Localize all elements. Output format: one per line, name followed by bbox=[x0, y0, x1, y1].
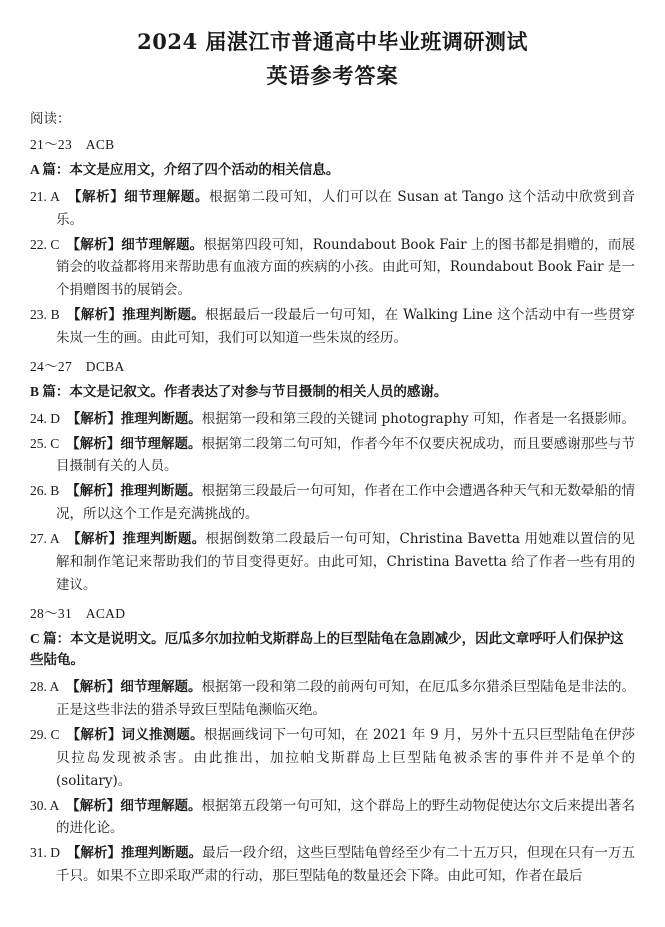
explanation-item bbox=[30, 842, 635, 888]
item-tag: 【解析】推理判断题。 bbox=[73, 845, 203, 862]
answer-key: 28～31 ACAD bbox=[30, 605, 126, 621]
explanation-item bbox=[30, 186, 635, 232]
item-tag: 【解析】细节理解题。 bbox=[72, 435, 202, 452]
answer-section-c bbox=[30, 602, 635, 888]
item-number: 30. A bbox=[30, 797, 60, 813]
explanation-item bbox=[30, 304, 635, 350]
item-tag: 【解析】细节理解题。 bbox=[72, 679, 202, 696]
item-body: 根据第二段第二句可知，作者今年不仅要庆祝成功，而且要感谢那些与节目摄制有关的人员。 bbox=[56, 435, 636, 475]
item-body: 根据第五段第一句可知，这个群岛上的野生动物促使达尔文后来提出著名的进化论。 bbox=[56, 797, 636, 837]
passage-summary-text: 本文是应用文，介绍了四个活动的相关信息。 bbox=[69, 162, 340, 178]
item-number: 23. B bbox=[30, 307, 60, 323]
explanation-item bbox=[30, 408, 635, 431]
explanation-item bbox=[30, 480, 635, 526]
item-number: 28. A bbox=[30, 679, 60, 695]
item-tag: 【解析】推理判断题。 bbox=[72, 483, 202, 500]
item-tag: 【解析】推理判断题。 bbox=[73, 307, 206, 324]
passage-summary bbox=[30, 381, 635, 404]
explanation-item bbox=[30, 528, 635, 597]
item-body: 根据最后一段最后一句可知，在 Walking Line 这个活动中有一些贯穿朱岚一生的画。由此可知，我们可以知道一些朱岚的经历。 bbox=[56, 307, 636, 347]
passage-label: C 篇： bbox=[30, 630, 71, 646]
answer-key: 21～23 ACB bbox=[30, 137, 115, 152]
explanation-item bbox=[30, 676, 635, 722]
explanation-item bbox=[30, 795, 635, 841]
item-tag: 【解析】词义推测题。 bbox=[73, 727, 204, 744]
reading-section-label: 阅读： bbox=[30, 111, 71, 127]
explanation-item bbox=[30, 433, 635, 479]
answer-section-a bbox=[30, 133, 635, 350]
passage-label: A 篇： bbox=[30, 162, 70, 177]
item-number: 24. D bbox=[30, 410, 60, 426]
explanation-item bbox=[30, 724, 635, 793]
item-body: 根据第一段和第三段的关键词 photography 可知，作者是一名摄影师。 bbox=[201, 410, 635, 427]
passage-summary bbox=[30, 628, 635, 673]
page-subtitle: 英语参考答案 bbox=[266, 62, 399, 88]
item-number: 29. C bbox=[30, 727, 60, 743]
answer-section-b bbox=[30, 355, 635, 597]
document-header bbox=[30, 26, 635, 91]
item-number: 26. B bbox=[30, 483, 60, 499]
item-tag: 【解析】细节理解题。 bbox=[74, 188, 209, 205]
item-number: 27. A bbox=[30, 531, 60, 547]
item-body: 根据第二段可知，人们可以在 Susan at Tango 这个活动中欣赏到音乐。 bbox=[56, 188, 636, 228]
item-tag: 【解析】推理判断题。 bbox=[73, 531, 206, 548]
item-tag: 【解析】细节理解题。 bbox=[73, 236, 204, 253]
item-body: 最后一段介绍，这些巨型陆龟曾经至少有二十五万只，但现在只有一万五千只。如果不立即采取严肃的行动，那巨型陆龟的数量还会下降。由此可知，作者在最后 bbox=[56, 845, 636, 885]
item-body: 根据第四段可知，Roundabout Book Fair 上的图书都是捐赠的，而展销会的收益都将用来帮助患有血液方面的疾病的小孩。由此可知，Roundabout Book Fair 是一个捐赠图书的展销会。 bbox=[56, 236, 635, 299]
passage-summary-text: 本文是记叙文。作者表达了对参与节目摄制的相关人员的感谢。 bbox=[69, 383, 448, 400]
item-tag: 【解析】细节理解题。 bbox=[72, 797, 202, 814]
passage-summary-text: 本文是说明文。厄瓜多尔加拉帕戈斯群岛上的巨型陆龟在急剧减少，因此文章呼吁人们保护这些陆龟。 bbox=[30, 630, 624, 669]
item-body: 根据倒数第二段最后一句可知，Christina Bavetta 用她难以置信的见解和制作笔记来帮助我们的节目变得更好。由此可知，Christina Bavetta 给了作者一些有用的建议。 bbox=[56, 531, 635, 593]
answer-key: 24～27 DCBA bbox=[30, 358, 125, 374]
item-body: 根据画线词下一句可知，在 2021 年 9 月，另外十五只巨型陆龟在伊莎贝拉岛发现被杀害。由此推出，加拉帕戈斯群岛上巨型陆龟被杀害的事件并不是单个的(solitary)。 bbox=[56, 727, 635, 789]
item-body: 根据第一段和第二段的前两句可知，在厄瓜多尔猎杀巨型陆龟是非法的。正是这些非法的猎杀导致巨型陆龟濒临灭绝。 bbox=[56, 679, 636, 719]
passage-summary bbox=[30, 159, 635, 182]
item-body: 根据第三段最后一句可知，作者在工作中会遭遇各种天气和无数晕船的情况，所以这个工作是充满挑战的。 bbox=[56, 483, 636, 523]
item-number: 22. C bbox=[30, 236, 60, 252]
page-title: 2024 届湛江市普通高中毕业班调研测试 bbox=[137, 29, 528, 54]
passage-label: B 篇： bbox=[30, 383, 70, 399]
item-number: 25. C bbox=[30, 435, 60, 451]
explanation-item bbox=[30, 234, 635, 303]
item-number: 31. D bbox=[30, 845, 61, 861]
item-tag: 【解析】推理判断题。 bbox=[73, 410, 202, 427]
item-number: 21. A bbox=[30, 188, 60, 204]
